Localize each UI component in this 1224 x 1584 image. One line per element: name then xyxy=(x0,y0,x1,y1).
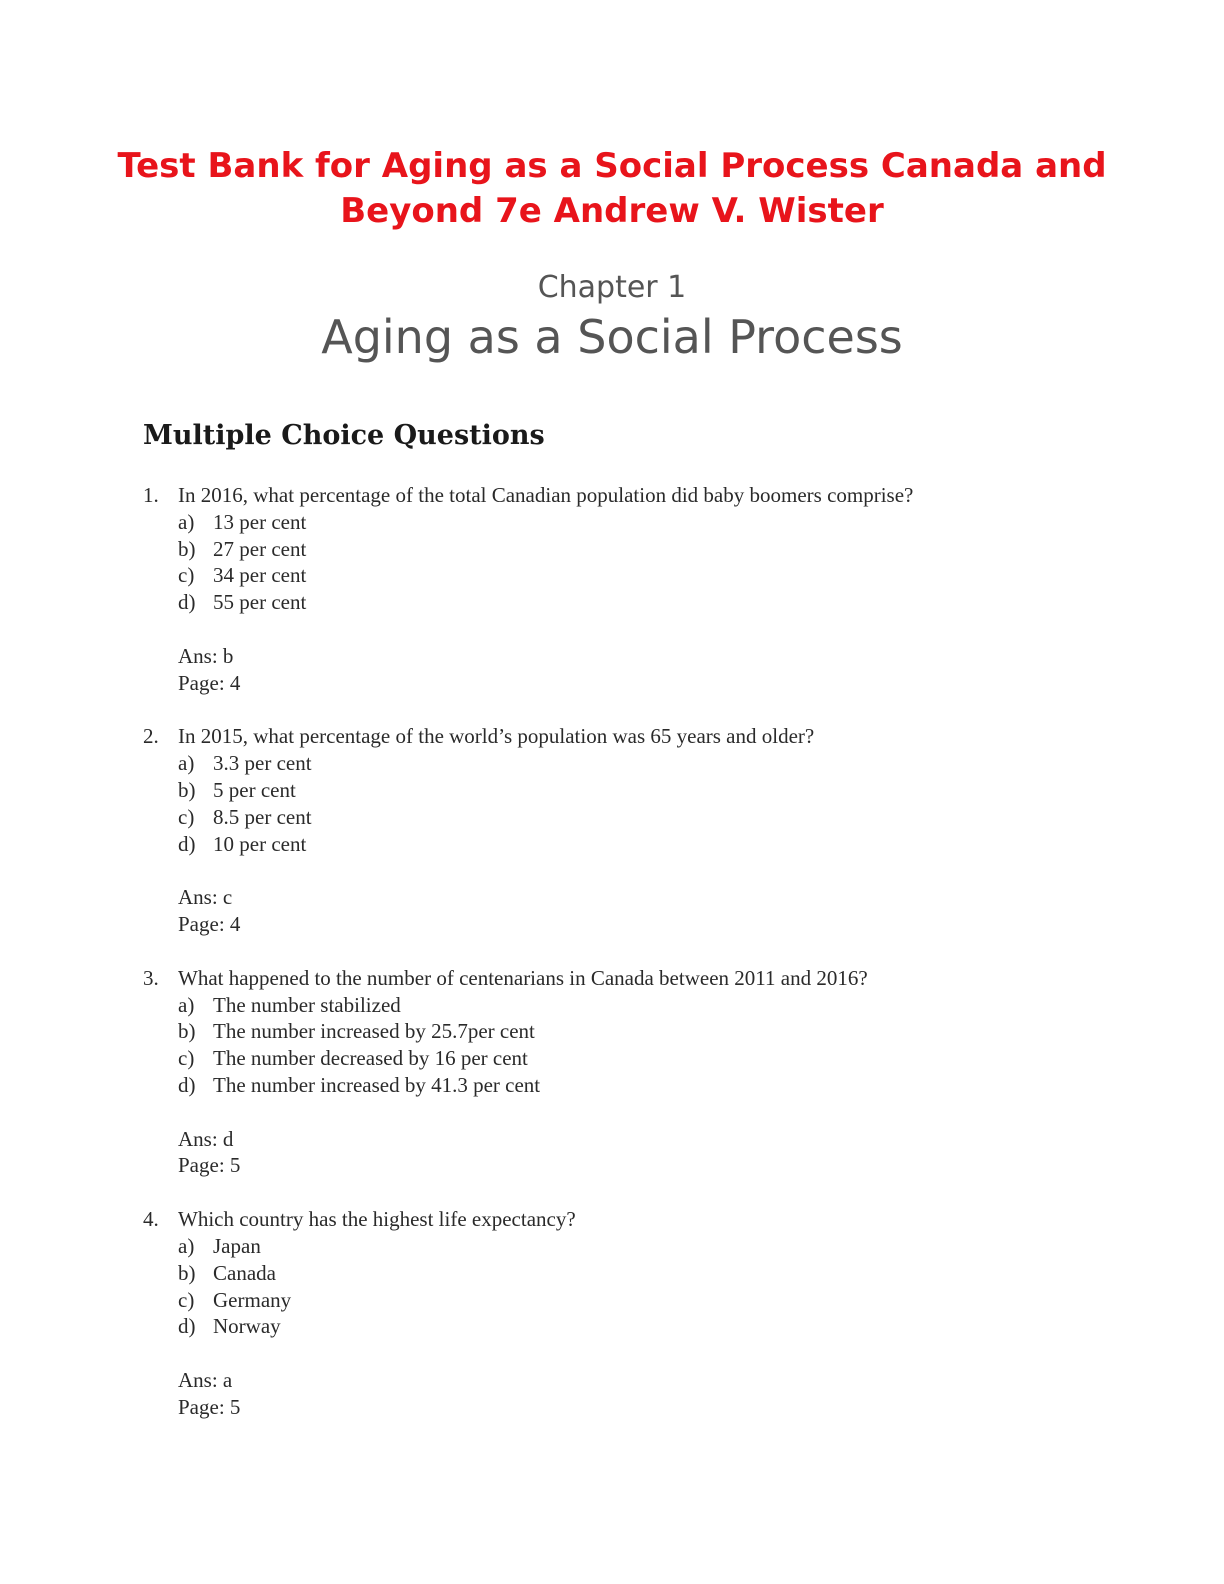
answer-key: Ans: c xyxy=(178,885,233,910)
option-item xyxy=(178,509,1103,536)
option-letter: a) xyxy=(178,751,195,776)
option-text: The number increased by 25.7per cent xyxy=(213,1019,535,1044)
option-item xyxy=(178,1287,1103,1314)
option-letter: b) xyxy=(178,1260,196,1285)
option-letter: b) xyxy=(178,777,196,802)
option-item xyxy=(178,1045,1103,1072)
option-letter: c) xyxy=(178,1287,195,1312)
answer-block xyxy=(178,884,1103,938)
question-text: Which country has the highest life expectancy? xyxy=(178,1207,576,1232)
option-text: The number increased by 41.3 per cent xyxy=(213,1072,541,1097)
question-item xyxy=(143,482,1103,696)
option-text: 27 per cent xyxy=(213,536,307,561)
option-item xyxy=(178,777,1103,804)
answer-key: Ans: a xyxy=(178,1367,233,1392)
option-item xyxy=(178,589,1103,616)
option-letter: b) xyxy=(178,1019,196,1044)
answer-key: Ans: b xyxy=(178,643,234,668)
option-item xyxy=(178,804,1103,831)
option-item xyxy=(178,562,1103,589)
section-heading: Multiple Choice Questions xyxy=(143,420,545,451)
question-item xyxy=(143,723,1103,937)
question-number: 3. xyxy=(143,965,159,990)
option-list xyxy=(178,1233,1103,1340)
option-text: 55 per cent xyxy=(213,590,307,615)
option-text: 5 per cent xyxy=(213,777,296,802)
page-reference: Page: 5 xyxy=(178,1153,241,1178)
option-letter: c) xyxy=(178,1046,195,1071)
option-letter: c) xyxy=(178,563,195,588)
document-title xyxy=(0,144,1224,234)
question-number: 4. xyxy=(143,1207,159,1232)
answer-block xyxy=(178,1367,1103,1421)
chapter-label: Chapter 1 xyxy=(537,270,687,305)
option-text: 13 per cent xyxy=(213,509,307,534)
option-item xyxy=(178,1260,1103,1287)
option-text: Norway xyxy=(213,1314,281,1339)
question-text: In 2016, what percentage of the total Canadian population did baby boomers comprise? xyxy=(178,483,914,507)
page-reference: Page: 4 xyxy=(178,670,241,695)
option-text: 34 per cent xyxy=(213,563,307,588)
option-item xyxy=(178,750,1103,777)
option-list xyxy=(178,750,1103,857)
document-title-line-2: Beyond 7e Andrew V. Wister xyxy=(340,191,884,231)
option-item xyxy=(178,831,1103,858)
question-number: 2. xyxy=(143,724,159,749)
option-letter: d) xyxy=(178,831,196,856)
option-letter: c) xyxy=(178,804,195,829)
option-letter: a) xyxy=(178,509,195,534)
option-text: Japan xyxy=(213,1233,261,1258)
option-item xyxy=(178,536,1103,563)
question-item xyxy=(143,1206,1103,1420)
option-text: 3.3 per cent xyxy=(213,751,312,776)
answer-key: Ans: d xyxy=(178,1126,234,1151)
option-text: 8.5 per cent xyxy=(213,804,312,829)
option-list xyxy=(178,992,1103,1099)
option-letter: d) xyxy=(178,1314,196,1339)
option-item xyxy=(178,1233,1103,1260)
option-letter: b) xyxy=(178,536,196,561)
option-item xyxy=(178,1313,1103,1340)
question-text: What happened to the number of centenarians in Canada between 2011 and 2016? xyxy=(178,965,868,990)
option-letter: a) xyxy=(178,992,195,1017)
answer-block xyxy=(178,1126,1103,1180)
option-item xyxy=(178,1018,1103,1045)
chapter-title: Aging as a Social Process xyxy=(321,310,903,364)
question-list xyxy=(143,482,1103,1448)
option-text: Canada xyxy=(213,1260,276,1285)
option-item xyxy=(178,1072,1103,1099)
question-stem xyxy=(143,482,1103,509)
question-stem xyxy=(143,723,1103,750)
question-number: 1. xyxy=(143,483,159,507)
option-text: The number decreased by 16 per cent xyxy=(213,1046,528,1071)
option-letter: a) xyxy=(178,1233,195,1258)
question-stem xyxy=(143,1206,1103,1233)
option-text: 10 per cent xyxy=(213,831,307,856)
document-title-line-1: Test Bank for Aging as a Social Process Canada and xyxy=(117,146,1107,186)
question-stem xyxy=(143,965,1103,992)
page-reference: Page: 5 xyxy=(178,1394,241,1419)
option-text: Germany xyxy=(213,1287,292,1312)
option-text: The number stabilized xyxy=(213,992,401,1017)
option-list xyxy=(178,509,1103,616)
page-reference: Page: 4 xyxy=(178,911,241,936)
option-letter: d) xyxy=(178,1072,196,1097)
answer-block xyxy=(178,643,1103,697)
option-item xyxy=(178,992,1103,1019)
option-letter: d) xyxy=(178,590,196,615)
question-text: In 2015, what percentage of the world’s population was 65 years and older? xyxy=(178,724,815,749)
question-item xyxy=(143,965,1103,1179)
